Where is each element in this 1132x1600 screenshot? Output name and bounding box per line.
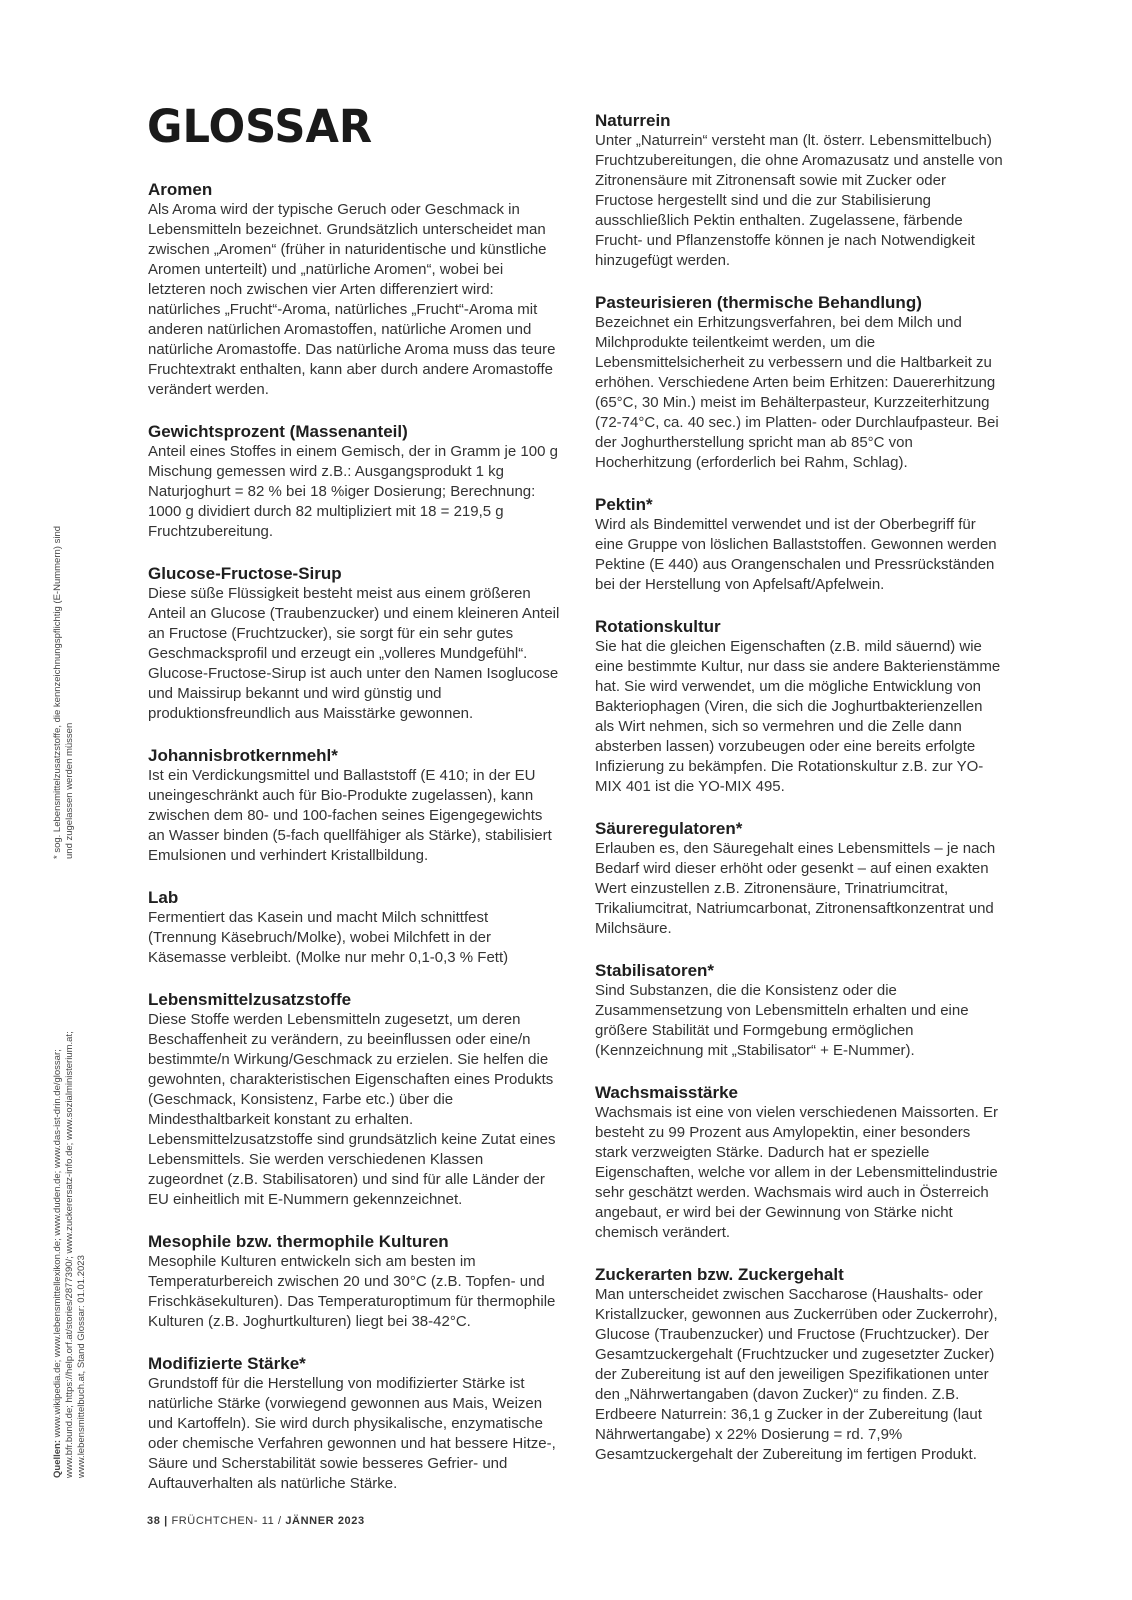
glossary-definition: Sie hat die gleichen Eigenschaften (z.B. mild säuernd) wie eine bestimmte Kultur, nur dass sie andere Bakterienstämme hat. Sie wird verwendet, um die mögliche Entwicklung von Bakteriophagen (Viren, die sich die Joghurtbakterienzellen als Wirt nehmen, sich so vermehren und die Zelle dann absterben lassen) vorzubeugen oder eine bereits erfolgte Infizierung zu bekämpfen. Die Rotationskultur z.B. zur YO-MIX 401 ist die YO-MIX 495. [595,638,1001,795]
glossary-definition: Als Aroma wird der typische Geruch oder Geschmack in Lebensmitteln bezeichnet. Grundsätzlich unterscheidet man zwischen „Aromen“ (früher in naturidentische und künstliche Aromen unterteilt) und „natürliche Aromen“, wobei bei letzteren noch zwischen vier Arten differenziert wird: natürliches „Frucht“-Aroma, natürliches „Frucht“-Aroma mit anderen natürlichen Aromastoffen, natürliche Aromen und natürliche Aromastoffe. Das natürliche Aroma muss das teure Fruchtextrakt enthalten, kann aber durch andere Aromastoffe verändert werden. [148,201,556,398]
glossary-entry [148,1231,560,1332]
glossary-definition: Wachsmais ist eine von vielen verschiedenen Maissorten. Er besteht zu 99 Prozent aus Amylopektin, einer besonders stark verzweigten Stärke. Dadurch hat er spezielle Eigenschaften, welche vor allem in der Lebensmittelindustrie sehr geschätzt werden. Wachsmais wird auch in Österreich angebaut, er wird bei der Gewinnung von Stärke nicht chemisch verändert. [595,1104,998,1241]
glossary-entry [148,887,560,968]
issue-date: JÄNNER 2023 [285,1515,365,1527]
glossary-term: Pektin* [595,495,653,514]
sources-line: www.wikipedia.de; www.lebensmittellexikon.de; www.duden.de; www.das-ist-drin.de/glossar; [52,1049,63,1438]
glossary-term: Pasteurisieren (thermische Behandlung) [595,293,922,312]
glossary-definition: Wird als Bindemittel verwendet und ist der Oberbegriff für eine Gruppe von löslichen Ballaststoffen. Gewonnen werden Pektine (E 440) aus Orangenschalen und Pressrückständen bei der Herstellung von Apfelsaft/Apfelwein. [595,516,997,593]
glossary-term: Zuckerarten bzw. Zuckergehalt [595,1265,844,1284]
glossary-entry [595,494,1005,595]
page-footer [147,1515,365,1527]
magazine-name: FRÜCHTCHEN [171,1515,254,1527]
glossary-term: Aromen [148,180,213,199]
glossary-term: Naturrein [595,111,671,130]
footnote-text [52,526,76,859]
glossary-definition: Grundstoff für die Herstellung von modifizierter Stärke ist natürliche Stärke (vorwiegend gewonnen aus Mais, Weizen und Kartoffeln). Sie wird durch physikalische, enzymatische oder chemische Verfahren gewonnen und hat bessere Hitze-, Säure und Scherstabilität sowie besseres Gefrier- und Auftauverhalten als natürliche Stärke. [148,1375,556,1492]
glossary-definition: Sind Substanzen, die die Konsistenz oder die Zusammensetzung von Lebensmitteln erhalten und eine größere Stabilität und Formgebung ermöglichen (Kennzeichnung mit „Stabilisator“ + E-Nummer). [595,982,969,1059]
glossary-term: Lebensmittelzusatzstoffe [148,990,352,1009]
glossary-definition: Bezeichnet ein Erhitzungsverfahren, bei dem Milch und Milchprodukte teilentkeimt werden, um die Lebensmittelsicherheit zu verbessern und die Haltbarkeit zu erhöhen. Verschiedene Arten beim Erhitzen: Dauererhitzung (65°C, 30 Min.) meist im Behälterpasteur, Kurzzeiterhitzung (72-74°C, ca. 40 sec.) im Platten- oder Durchlaufpasteur. Bei der Joghurtherstellung spricht man ab 85°C von Hocherhitzung (erforderlich bei Rahm, Schlag). [595,314,999,471]
glossary-entry [148,563,560,724]
glossary-definition: Unter „Naturrein“ versteht man (lt. österr. Lebensmittelbuch) Fruchtzubereitungen, die ohne Aromazusatz und anstelle von Zitronensäure mit Zitronensaft sowie mit Zucker oder Fructose hergestellt sind und die zur Stabilisierung ausschließlich Pektin enthalten. Zugelassene, färbende Frucht- und Pflanzenstoffe können je nach Notwendigkeit hinzugefügt werden. [595,132,1003,269]
glossary-term: Säureregulatoren* [595,819,743,838]
footer-separator: | [164,1515,168,1527]
sources-sidebar [52,958,92,1478]
glossary-entry [595,1082,1005,1243]
page-number: 38 [147,1515,161,1527]
glossary-term: Rotationskultur [595,617,721,636]
glossary-entry [595,818,1005,939]
glossary-entry [595,1264,1005,1465]
sources-line: www.lebensmittelbuch.at, Stand Glossar: 01.01.2023 [76,1255,87,1478]
glossary-entry [595,616,1005,797]
glossary-definition: Anteil eines Stoffes in einem Gemisch, der in Gramm je 100 g Mischung gemessen wird z.B.: Ausgangsprodukt 1 kg Naturjoghurt = 82 % bei 18 %iger Dosierung; Berechnung: 1000 g dividiert durch 82 multipliziert mit 18 = 219,5 g Fruchtzubereitung. [148,443,558,540]
glossary-definition: Erlauben es, den Säuregehalt eines Lebensmittels – je nach Bedarf wird dieser erhöht oder gesenkt – auf einen exakten Wert einzustellen z.B. Zitronensäure, Trinatriumcitrat, Trikaliumcitrat, Natriumcarbonat, Zitronensaftkonzentrat und Milchsäure. [595,840,996,937]
glossary-definition: Fermentiert das Kasein und macht Milch schnittfest (Trennung Käsebruch/Molke), wobei Milchfett in der Käsemasse verbleibt. (Molke nur mehr 0,1-0,3 % Fett) [148,909,509,966]
glossary-entry [148,745,560,866]
glossary-definition: Diese Stoffe werden Lebensmitteln zugesetzt, um deren Beschaffenheit zu verändern, zu beeinflussen oder eine/n bestimmte/n Wirkung/Geschmack zu erzielen. Sie helfen die gewohnten, charakteristischen Eigenschaften eines Produkts (Geschmack, Konsistenz, Farbe etc.) über die Mindesthaltbarkeit konstant zu erhalten. Lebensmittelzusatzstoffe sind grundsätzlich keine Zutat eines Lebensmittels. Sie werden verschiedenen Klassen zugeordnet (z.B. Stabilisatoren) und sind für alle Länder der EU einheitlich mit E-Nummern gekennzeichnet. [148,1011,556,1208]
glossary-term: Wachsmaisstärke [595,1083,739,1102]
sources-text [52,1031,88,1478]
glossary-term: Glucose-Fructose-Sirup [148,564,342,583]
sources-line: www.bfr.bund.de; https://help.orf.at/stories/2877390/; www.zuckerersatz-info.de; www.sozialministerium.at; [64,1031,75,1478]
glossary-term: Modifizierte Stärke* [148,1354,306,1373]
glossary-entry [148,989,560,1210]
sources-label: Quellen: [52,1439,63,1478]
glossary-entry [148,1353,560,1494]
glossary-definition: Man unterscheidet zwischen Saccharose (Haushalts- oder Kristallzucker, gewonnen aus Zuckerrüben oder Zuckerrohr), Glucose (Traubenzucker) und Fructose (Fruchtzucker). Der Gesamtzuckergehalt (Fruchtzucker und zugesetzter Zucker) der Zubereitung ist auf den jeweiligen Spezifikationen unter den „Nährwertangaben (davon Zucker)“ zu finden. Z.B. Erdbeere Naturrein: 36,1 g Zucker in der Zubereitung (laut Nährwertangabe) x 22% Dosierung = rd. 7,9% Gesamtzuckergehalt der Zubereitung im fertigen Produkt. [595,1286,998,1463]
glossary-term: Johannisbrotkernmehl* [148,746,338,765]
footnote-line: und zugelassen werden müssen [64,722,75,859]
issue-number: - 11 / [253,1515,282,1527]
glossary-definition: Diese süße Flüssigkeit besteht meist aus einem größeren Anteil an Glucose (Traubenzucker) und einem kleineren Anteil an Fructose (Fruchtzucker), sie sorgt für ein sehr gutes Geschmacksprofil und erzeugt ein „volleres Mundgefühl“. Glucose-Fructose-Sirup ist auch unter den Namen Isoglucose und Maissirup bekannt und wird günstig und produktionsfreundlich aus Maisstärke gewonnen. [148,585,560,722]
glossary-term: Mesophile bzw. thermophile Kulturen [148,1232,449,1251]
glossary-term: Lab [148,888,179,907]
footnote-sidebar [52,466,78,859]
glossary-entry [148,421,560,542]
glossary-definition: Mesophile Kulturen entwickeln sich am besten im Temperaturbereich zwischen 20 und 30°C (z.B. Topfen- und Frischkäsekulturen). Das Temperaturoptimum für thermophile Kulturen (z.B. Joghurtkulturen) liegt bei 38-42°C. [148,1253,556,1330]
glossary-entry [148,179,560,400]
footnote-line: * sog. Lebensmittelzusatzstoffe, die kennzeichnungspflichtig (E-Nummern) sind [52,525,63,859]
glossary-left-column [148,179,560,1515]
glossary-entry [595,960,1005,1061]
glossary-entry [595,110,1005,271]
glossary-entry [595,292,1005,473]
glossary-definition: Ist ein Verdickungsmittel und Ballaststoff (E 410; in der EU uneingeschränkt auch für Bio-Produkte zugelassen), kann zwischen dem 80- und 100-fachen seines Eigengegewichts an Wasser binden (5-fach quellfähiger als Stärke), stabilisiert Emulsionen und verhindert Kristallbildung. [148,767,552,864]
page-title: GLOSSAR [147,100,373,153]
glossary-term: Stabilisatoren* [595,961,715,980]
glossary-term: Gewichtsprozent (Massenanteil) [148,422,408,441]
glossary-right-column [595,110,1005,1486]
